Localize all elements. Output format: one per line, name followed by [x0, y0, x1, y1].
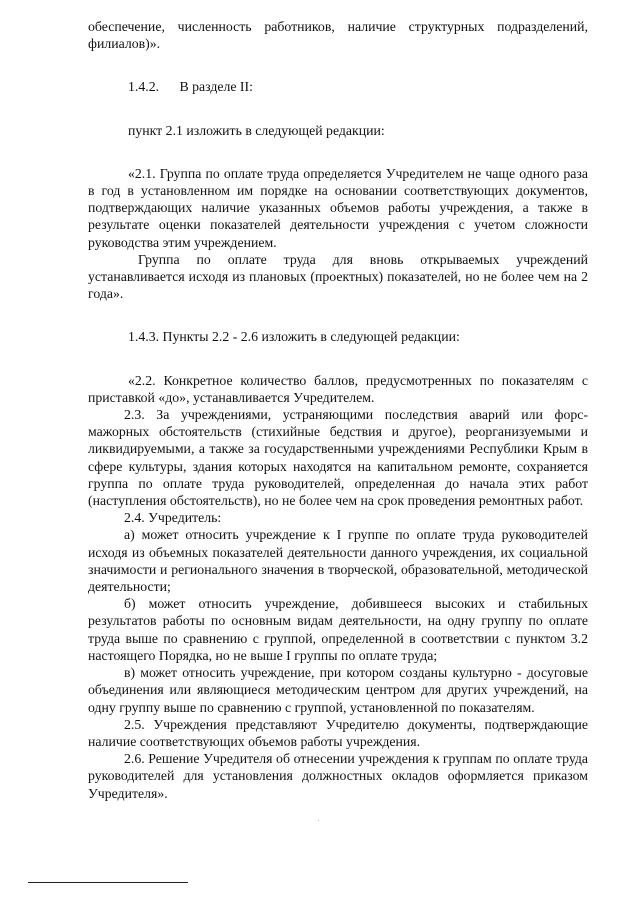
section-heading-1-4-2 [88, 78, 588, 95]
paragraph-2-6: 2.6. Решение Учредителя об отнесении учреждения к группам по оплате труда руководителей для установления должностных окладов оформляется приказом Учредителя». [88, 751, 588, 801]
document-page [88, 18, 588, 802]
section-title: В разделе II: [179, 79, 253, 95]
paragraph-2-4-a: а) может относить учреждение к I группе по оплате труда руководителей исходя из объемных показателей деятельности данного учреждения, их социальной значимости и регионального значения в творческой, образовательной, методической деятельности; [88, 527, 588, 595]
paragraph-2-5: 2.5. Учреждения представляют Учредителю документы, подтверждающие наличие соответствующих объемов работы учреждения. [88, 716, 588, 749]
section-number: 1.4.2. [128, 79, 160, 95]
paragraph-2-1-new-institutions: Группа по оплате труда для вновь открываемых учреждений устанавливается исходя из плановых (проектных) показателей, но не более чем на 2 года». [88, 251, 588, 302]
paragraph-2-4: 2.4. Учредитель: [124, 510, 222, 526]
paragraph-instruction-2-1: пункт 2.1 изложить в следующей редакции: [128, 122, 385, 138]
footnote-divider [28, 882, 188, 883]
paragraph-2-4-c: в) может относить учреждение, при котором созданы культурно - досуговые объединения или являющиеся методическим центром для других учреждений, на одну группу выше по сравнению с группой, установленной по показателям. [88, 665, 588, 715]
margin-mark: ' [318, 820, 320, 826]
paragraph-2-4-b: б) может относить учреждение, добившееся высоких и стабильных результатов работы по основным видам деятельности, на одну группу по оплате труда выше по сравнению с группой, определенной в соответствии с пунктом 3.2 настоящего Порядка, но не выше I группы по оплате труда; [88, 596, 588, 663]
paragraph-2-2: «2.2. Конкретное количество баллов, предусмотренных по показателям с приставкой «до», устанавливается Учредителем. [88, 372, 588, 405]
paragraph-2-3: 2.3. За учреждениями, устраняющими последствия аварий или форс-мажорных обстоятельств (стихийные бедствия и другое), реорганизуемыми и ликвидируемыми, а также за государственными учреждениями Республики Крым в сфере культуры, здания которых находятся на капитальном ремонте, сохраняется группа по оплате труда руководителей, определенная до начала этих работ (наступления обстоятельств), но не более чем на срок проведения ремонтных работ. [88, 407, 588, 509]
paragraph-continuation: обеспечение, численность работников, наличие структурных подразделений, филиалов)». [88, 19, 588, 52]
paragraph-2-1: «2.1. Группа по оплате труда определяется Учредителем не чаще одного раза в год в установленном им порядке на основании соответствующих документов, подтверждающих наличие указанных объемов работы учреждения, а также в результате оценки показателей деятельности учреждения с учетом сложности руководства этим учреждением. [88, 165, 588, 250]
section-heading-1-4-3: 1.4.3. Пункты 2.2 - 2.6 изложить в следующей редакции: [128, 329, 460, 345]
